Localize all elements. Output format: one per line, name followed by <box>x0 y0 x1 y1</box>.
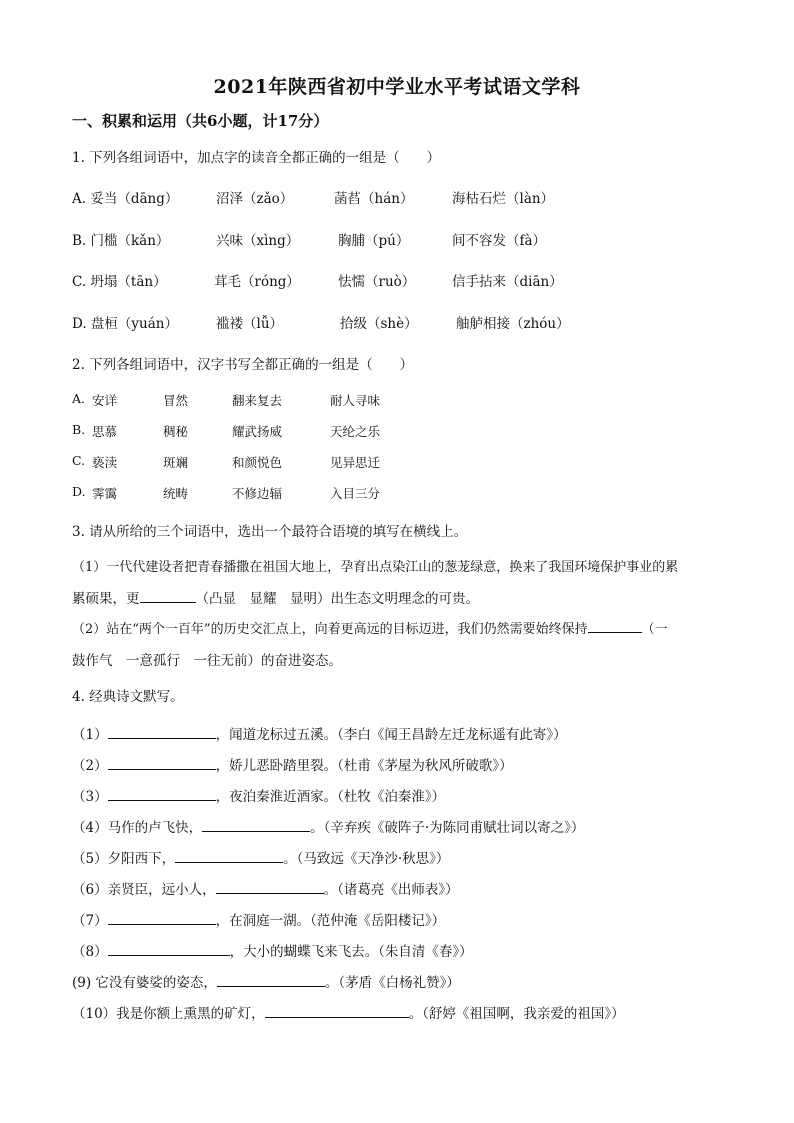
q3-part2-line2: 鼓作气 一意孤行 一往无前）的奋进姿态。 <box>72 653 342 669</box>
q4-item-10-blank[interactable] <box>265 1003 409 1018</box>
q1-option-a-2: 沼泽（zǎo） <box>216 191 294 207</box>
q4-item-7 <box>72 909 445 929</box>
q2-option-b-letter: B. <box>72 422 86 437</box>
q3-part2-line1 <box>72 618 668 637</box>
q4-item-5-post: 。（马致远《天净沙·秋思》） <box>283 851 450 867</box>
q4-item-1 <box>72 723 567 743</box>
q4-item-1-pre: （1） <box>72 727 108 743</box>
q3-part2-blank[interactable] <box>588 618 642 633</box>
q4-item-7-post: ，在洞庭一湖。（范仲淹《岳阳楼记》） <box>215 913 446 929</box>
q1-option-c-4: 信手拈来（diān） <box>452 274 563 290</box>
q2-option-c-1: 亵渎 <box>92 455 118 470</box>
q4-item-4 <box>72 816 584 836</box>
q4-item-10-pre: （10）我是你额上熏黑的矿灯， <box>72 1006 265 1022</box>
q1-option-c-3: 怯懦（ruò） <box>338 274 416 290</box>
q4-item-7-blank[interactable] <box>108 910 216 925</box>
q4-item-9-pre: (9) 它没有婆娑的姿态， <box>72 975 217 991</box>
q1-option-a-4: 海枯石烂（làn） <box>452 191 555 207</box>
q2-option-c-letter: C. <box>72 453 86 468</box>
q2-option-a-2: 冒然 <box>163 393 189 408</box>
q2-option-d-3: 不修边辐 <box>232 486 283 501</box>
q2-option-b-1: 思慕 <box>92 424 118 439</box>
q2-option-d-2: 统畴 <box>163 486 189 501</box>
q1-stem: 1. 下列各组词语中，加点字的读音全都正确的一组是（ ） <box>72 150 441 166</box>
q2-option-a-3: 翻来复去 <box>232 393 283 408</box>
q4-item-2 <box>72 754 513 774</box>
q4-item-2-post: ，娇儿恶卧踏里裂。（杜甫《茅屋为秋风所破歌》） <box>215 758 513 774</box>
q4-item-8 <box>72 940 473 960</box>
q2-option-c-4: 见异思迁 <box>330 455 381 470</box>
q1-option-a-1: A. 妥当（dāng） <box>72 191 179 207</box>
q1-option-d-3: 拾级（shè） <box>340 316 418 332</box>
q4-item-10 <box>72 1002 625 1022</box>
q4-item-5-blank[interactable] <box>175 848 283 863</box>
q4-item-4-blank[interactable] <box>202 817 310 832</box>
q2-option-d-letter: D. <box>72 484 86 499</box>
q4-item-6-pre: （6）亲贤臣，远小人， <box>72 882 216 898</box>
q2-option-a-letter: A. <box>72 391 86 406</box>
q4-item-10-post: 。（舒婷《祖国啊，我亲爱的祖国》） <box>408 1006 625 1022</box>
q4-item-1-post: ，闻道龙标过五溪。（李白《闻王昌龄左迁龙标遥有此寄》） <box>215 727 567 743</box>
q4-item-8-blank[interactable] <box>108 941 230 956</box>
q1-option-d-4: 舳舻相接（zhóu） <box>456 316 570 332</box>
q4-item-3-blank[interactable] <box>108 786 216 801</box>
q1-option-b-4: 间不容发（fà） <box>452 233 547 249</box>
q4-item-5 <box>72 847 449 867</box>
q1-option-b-1: B. 门槛（kǎn） <box>72 233 170 249</box>
q3-part1-blank[interactable] <box>140 588 196 603</box>
q4-item-9-post: 。（茅盾《白杨礼赞》） <box>324 975 460 991</box>
q4-item-3 <box>72 785 445 805</box>
q2-option-a-4: 耐人寻味 <box>330 393 381 408</box>
q2-option-c-2: 斑斓 <box>163 455 189 470</box>
q4-item-2-blank[interactable] <box>108 755 216 770</box>
q3-part1-pre: 累硕果，更 <box>72 591 140 607</box>
q2-option-a-1: 安详 <box>92 393 118 408</box>
q2-option-b-2: 稠秘 <box>163 424 189 439</box>
q4-item-5-pre: （5）夕阳西下， <box>72 851 176 867</box>
q4-item-1-blank[interactable] <box>108 724 216 739</box>
q4-item-2-pre: （2） <box>72 758 108 774</box>
q4-item-8-post: ，大小的蝴蝶飞来飞去。（朱自清《春》） <box>229 944 473 960</box>
q3-part2-post: （一 <box>641 622 668 637</box>
q1-option-d-2: 褴褛（lǚ） <box>216 316 284 332</box>
q4-item-8-pre: （8） <box>72 944 108 960</box>
q4-item-6-post: 。（诸葛亮《出师表》） <box>323 882 459 898</box>
q1-option-d-1: D. 盘桓（yuán） <box>72 316 178 332</box>
q4-item-4-post: 。（辛弃疾《破阵子·为陈同甫赋壮词以寄之》） <box>310 820 585 836</box>
q4-item-9-blank[interactable] <box>217 972 325 987</box>
q3-part1-line1: （1）一代代建设者把青春播撒在祖国大地上，孕育出点染江山的葱茏绿意，换来了我国环境保护事业的累 <box>72 560 679 575</box>
q3-stem: 3. 请从所给的三个词语中，选出一个最符合语境的填写在横线上。 <box>72 524 468 540</box>
q2-stem: 2. 下列各组词语中，汉字书写全都正确的一组是（ ） <box>72 357 414 373</box>
q4-item-7-pre: （7） <box>72 913 108 929</box>
q2-option-d-4: 入目三分 <box>330 486 381 501</box>
q2-option-d-1: 霁霭 <box>92 486 118 501</box>
page-title: 2021年陕西省初中学业水平考试语文学科 <box>213 76 581 98</box>
q4-item-9 <box>72 971 460 991</box>
q4-item-4-pre: （4）马作的卢飞快， <box>72 820 203 836</box>
q4-stem: 4. 经典诗文默写。 <box>72 689 184 705</box>
q4-item-3-pre: （3） <box>72 789 108 805</box>
q1-option-b-3: 胸脯（pú） <box>338 233 410 249</box>
q3-part1-post: （凸显 显耀 显明）出生态文明理念的可贵。 <box>195 591 479 607</box>
q4-item-6 <box>72 878 459 898</box>
q4-item-6-blank[interactable] <box>216 879 324 894</box>
q2-option-c-3: 和颜悦色 <box>232 455 283 470</box>
q1-option-a-3: 菡萏（hán） <box>334 191 414 207</box>
q4-item-3-post: ，夜泊秦淮近酒家。（杜牧《泊秦淮》） <box>215 789 446 805</box>
q3-part1-line2 <box>72 587 479 607</box>
q2-option-b-3: 耀武扬威 <box>232 424 283 439</box>
q1-option-c-1: C. 坍塌（tān） <box>72 274 167 290</box>
q1-option-c-2: 茸毛（róng） <box>214 274 300 290</box>
q2-option-b-4: 天纶之乐 <box>330 424 381 439</box>
section-heading: 一、积累和运用（共6小题，计17分） <box>72 112 329 130</box>
q3-part2-pre: （2）站在“两个一百年”的历史交汇点上，向着更高远的目标迈进，我们仍然需要始终保持 <box>72 622 588 637</box>
q1-option-b-2: 兴味（xìng） <box>216 233 300 249</box>
